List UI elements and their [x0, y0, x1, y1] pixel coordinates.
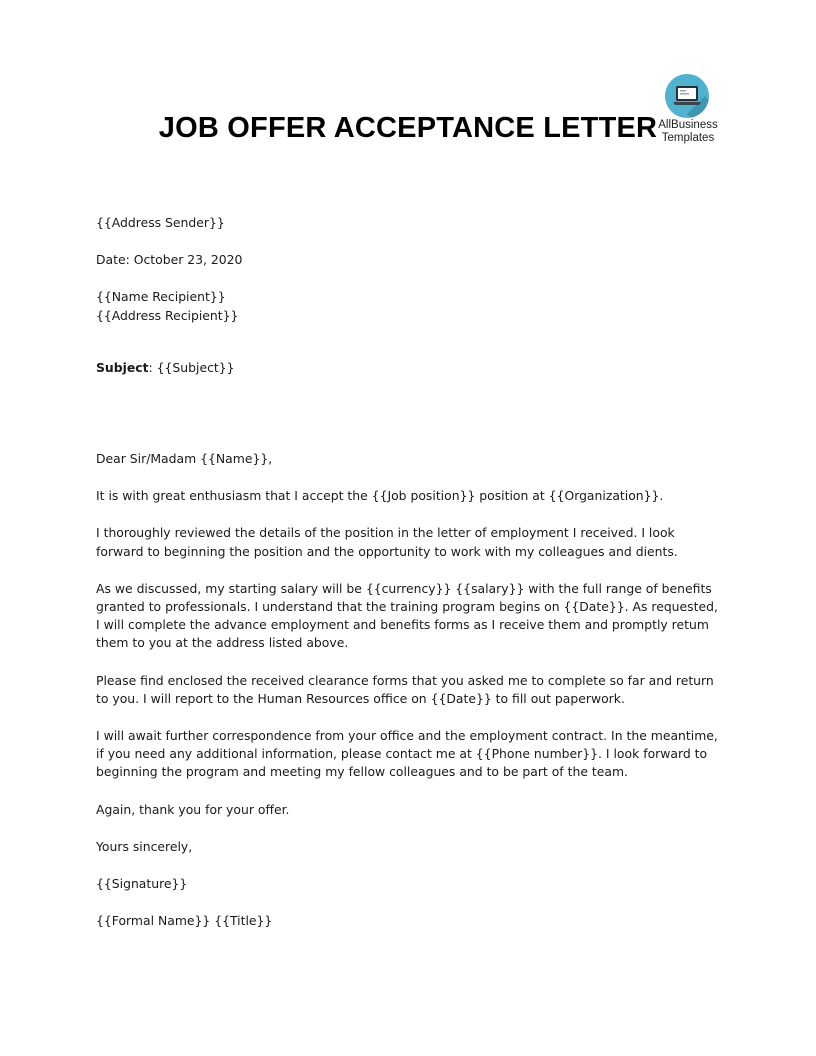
subject-label: Subject [96, 359, 149, 375]
allbusiness-logo [652, 74, 728, 146]
letter-date: Date: October 23, 2020 [96, 252, 243, 268]
name-recipient: {{Name Recipient}} [96, 289, 226, 305]
address-recipient: {{Address Recipient}} [96, 307, 239, 323]
body-paragraph-6: Again, thank you for your offer. [96, 801, 290, 817]
subject-value: : {{Subject}} [148, 359, 235, 375]
laptop-icon [665, 74, 709, 118]
formal-name-title: {{Formal Name}} {{Title}} [96, 913, 273, 929]
closing: Yours sincerely, [96, 838, 193, 854]
body-paragraph-1: It is with great enthusiasm that I accept the {{Job position}} position at {{Organization}}. [96, 488, 664, 504]
letter-body [96, 214, 724, 930]
body-paragraph-3: As we discussed, my starting salary will be {{currency}} {{salary}} with the full range of benefits granted to professionals. I understand that the training program begins on {{Date}}. As requested, I will complete the advance employment and benefits forms as I receive them and promptly retum them to you at the address listed above. [96, 580, 718, 651]
signature-placeholder: {{Signature}} [96, 876, 188, 892]
body-paragraph-5: I will await further correspondence from your office and the employment contract. In the meantime, if you need any additional information, please contact me at {{Phone number}}. I look forward to beginning the program and meeting my fellow colleagues and to be part of the team. [96, 728, 718, 780]
logo-brand-line1: AllBusiness [658, 119, 718, 131]
body-paragraph-4: Please find enclosed the received clearance forms that you asked me to complete so far and return to you. I will report to the Human Resources office on {{Date}} to fill out paperwork. [96, 672, 714, 706]
body-paragraph-2: I thoroughly reviewed the details of the position in the letter of employment I received. I look forward to beginning the position and the opportunity to work with my colleagues and dients. [96, 525, 678, 559]
page-title: JOB OFFER ACCEPTANCE LETTER [158, 112, 658, 144]
logo-brand-text [652, 119, 724, 145]
logo-brand-line2: Templates [661, 132, 715, 144]
address-sender: {{Address Sender}} [96, 215, 225, 230]
salutation: Dear Sir/Madam {{Name}}, [96, 451, 273, 467]
subject-line [96, 359, 724, 377]
